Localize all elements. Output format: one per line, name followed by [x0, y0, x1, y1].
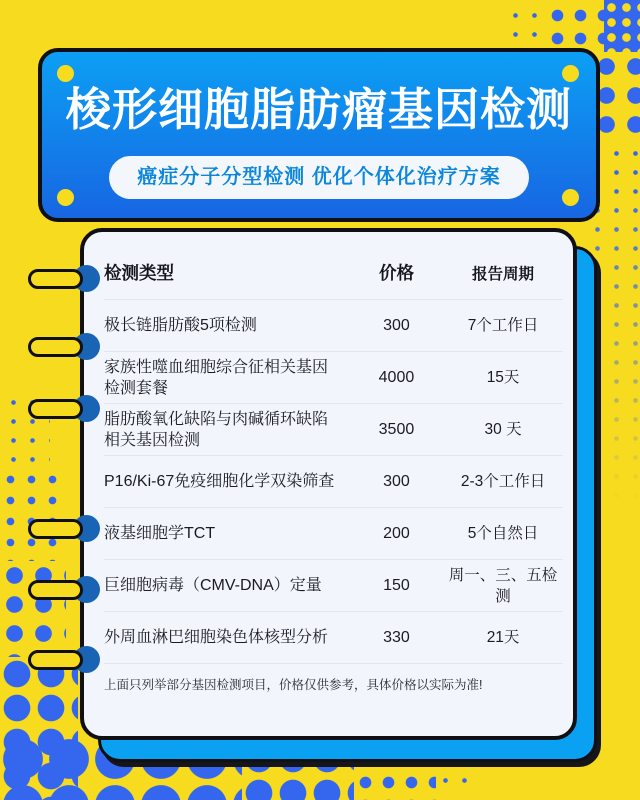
test-period: 周一、三、五检测 [448, 566, 558, 605]
test-period: 2-3个工作日 [460, 473, 546, 490]
test-name: 液基细胞学TCT [104, 525, 216, 542]
price-note: 上面只列举部分基因检测项目，价格仅供参考，具体价格以实际为准! [104, 663, 563, 693]
binder-ring [28, 646, 100, 674]
table-row [104, 507, 563, 559]
rivet-dot-bottom-right [562, 189, 579, 206]
header-card [38, 48, 600, 222]
table-header-row [104, 246, 563, 299]
rivet-dot-top-left [57, 65, 74, 82]
test-name: 极长链脂肪酸5项检测 [104, 317, 257, 334]
test-period: 5个自然日 [467, 525, 539, 542]
ring-bar [28, 337, 83, 357]
binder-ring [28, 576, 100, 604]
test-price: 4000 [378, 369, 415, 386]
ring-bar [28, 269, 83, 289]
subtitle-pill [109, 156, 529, 199]
table-row [104, 403, 563, 455]
test-name: 巨细胞病毒（CMV-DNA）定量 [104, 577, 322, 594]
test-price: 3500 [378, 421, 415, 438]
binder-ring [28, 395, 100, 423]
test-period: 30 天 [484, 421, 522, 438]
test-period: 15天 [486, 369, 520, 386]
test-price: 300 [383, 473, 410, 490]
halftone-dots-left-xlarge [0, 657, 78, 800]
table-row [104, 559, 563, 611]
ring-bar [28, 650, 83, 670]
poster-subtitle: 癌症分子分型检测 优化个体化治疗方案 [137, 166, 501, 188]
test-price: 330 [383, 629, 410, 646]
test-name: 脂肪酸氧化缺陷与肉碱循环缺陷相关基因检测 [104, 410, 329, 449]
halftone-dots-top-right-corner [604, 0, 640, 52]
price-table-card [80, 228, 577, 740]
test-table-body [104, 299, 563, 663]
ring-bar [28, 399, 83, 419]
halftone-dots-top-right-small [506, 6, 546, 46]
test-price: 300 [383, 317, 410, 334]
test-period: 21天 [486, 629, 520, 646]
binder-ring [28, 515, 100, 543]
poster-title: 梭形细胞脂肪瘤基因检测 [65, 84, 572, 135]
table-row [104, 299, 563, 351]
test-price: 200 [383, 525, 410, 542]
test-name: P16/Ki-67免疫细胞化学双染筛查 [104, 473, 335, 490]
binder-ring [28, 333, 100, 361]
binder-ring [28, 265, 100, 293]
test-price: 150 [383, 577, 410, 594]
table-row [104, 455, 563, 507]
table-row [104, 611, 563, 663]
column-header-price: 价格 [378, 263, 414, 283]
rivet-dot-bottom-left [57, 189, 74, 206]
column-header-test-type: 检测类型 [104, 263, 174, 283]
column-header-report-period: 报告周期 [472, 265, 535, 283]
halftone-dots-top-right-medium [546, 4, 606, 50]
rivet-dot-top-right [562, 65, 579, 82]
test-name: 外周血淋巴细胞染色体核型分析 [104, 629, 329, 646]
table-row [104, 351, 563, 403]
test-period: 7个工作日 [467, 317, 539, 334]
ring-bar [28, 519, 83, 539]
test-name: 家族性噬血细胞综合征相关基因检测套餐 [104, 358, 329, 397]
ring-bar [28, 580, 83, 600]
